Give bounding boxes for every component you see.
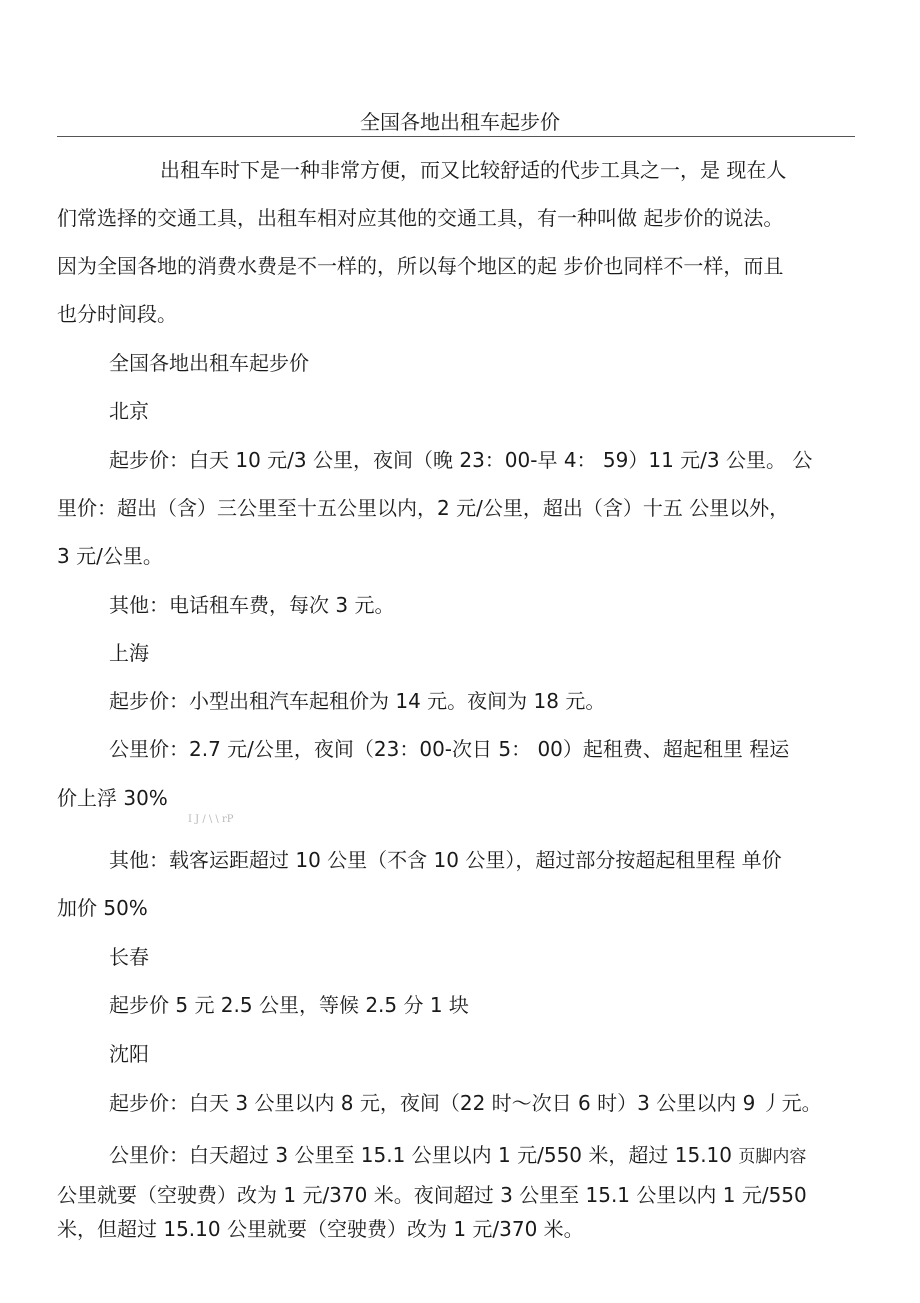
shanghai-start: 起步价：小型出租汽车起租价为 14 元。夜间为 18 元。 xyxy=(109,689,606,713)
beijing-start-line-3: 3 元/公里。 xyxy=(57,544,163,568)
intro-line-3: 因为全国各地的消费水费是不一样的，所以每个地区的起 步价也同样不一样，而且 xyxy=(57,254,784,278)
shanghai-km-line-2: 价上浮 30% xyxy=(57,786,168,810)
city-heading-shenyang: 沈阳 xyxy=(109,1042,149,1066)
intro-line-2: 们常选择的交通工具，出租车相对应其他的交通工具，有一种叫做 起步价的说法。 xyxy=(57,206,784,230)
city-heading-shanghai: 上海 xyxy=(109,641,149,665)
beijing-start-line-2: 里价：超出（含）三公里至十五公里以内，2 元/公里，超出（含）十五 公里以外， xyxy=(57,496,790,520)
shenyang-start: 起步价：白天 3 公里以内 8 元，夜间（22 时～次日 6 时）3 公里以内 9 丿元。 xyxy=(109,1091,822,1115)
shanghai-other-line-2: 加价 50% xyxy=(57,896,148,920)
changchun-start: 起步价 5 元 2.5 公里，等候 2.5 分 1 块 xyxy=(109,993,469,1017)
page-header-title: 全国各地出租车起步价 xyxy=(360,110,560,134)
city-heading-beijing: 北京 xyxy=(109,399,149,423)
city-heading-changchun: 长春 xyxy=(109,945,149,969)
intro-line-1: 出租车时下是一种非常方便，而又比较舒适的代步工具之一，是 现在人 xyxy=(160,158,787,182)
shanghai-km-line-1: 公里价：2.7 元/公里，夜间（23：00-次日 5： 00）起租费、超起租里 程运 xyxy=(109,737,790,761)
shenyang-km-line-1 xyxy=(57,1131,857,1181)
shenyang-km-text: 公里价：白天超过 3 公里至 15.1 公里以内 1 元/550 米，超过 15.10 xyxy=(109,1143,739,1167)
footer-note: 页脚内容 xyxy=(738,1147,807,1167)
shenyang-km-line-3: 米，但超过 15.10 公里就要（空驶费）改为 1 元/370 米。 xyxy=(57,1217,584,1241)
shanghai-other-line-1: 其他：载客运距超过 10 公里（不含 10 公里），超过部分按超起租里程 单价 xyxy=(109,848,782,872)
stray-scan-mark: I J / \ \ rP xyxy=(188,814,234,825)
header-divider xyxy=(57,136,855,137)
beijing-start-line-1: 起步价：白天 10 元/3 公里，夜间（晚 23：00-早 4： 59）11 元/3 公里。 公 xyxy=(109,448,813,472)
section-title: 全国各地出租车起步价 xyxy=(109,351,309,375)
shenyang-km-line-2: 公里就要（空驶费）改为 1 元/370 米。夜间超过 3 公里至 15.1 公里以内 1 元/550 xyxy=(57,1183,807,1207)
intro-line-4: 也分时间段。 xyxy=(57,302,177,326)
beijing-other: 其他：电话租车费，每次 3 元。 xyxy=(109,593,395,617)
